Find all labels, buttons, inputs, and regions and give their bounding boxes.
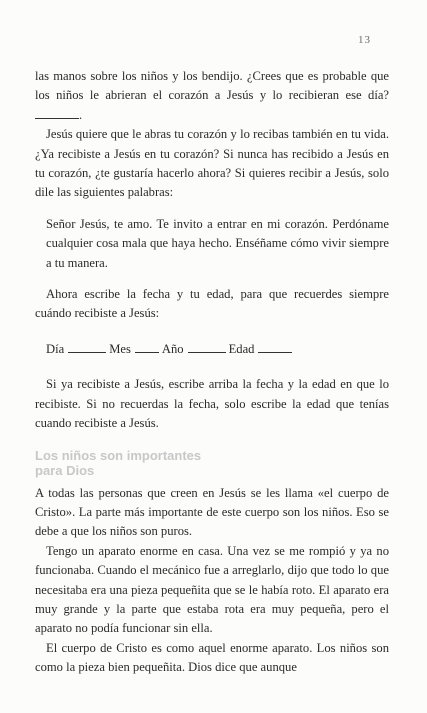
page-number: 13 <box>358 34 371 46</box>
paragraph-6: Tengo un aparato enorme en casa. Una vez se me rompió y ya no funcionaba. Cuando el mecánico fue a arreglarlo, dijo que todo lo que necesitaba era una pieza pequeñita que se le había roto. El aparato era muy grande y la parte que estaba rota era muy pequeña, pero el aparato no podía funcionar sin ella. <box>35 543 389 636</box>
section-heading-line-2: para Dios <box>35 462 95 478</box>
month-blank <box>135 351 159 353</box>
paragraph-5: A todas las personas que creen en Jesús se les llama «el cuerpo de Cristo». La parte más importante de este cuerpo son los niños. Eso se debe a que los niños son puros. <box>35 485 389 539</box>
year-label: Año <box>161 341 184 356</box>
paragraph-1-text: las manos sobre los niños y los bendijo. ¿Crees que es probable que los niños le abrieran el corazón a Jesús y lo recibieran ese día? <box>35 69 389 103</box>
day-blank <box>68 351 106 353</box>
paragraph-4: Si ya recibiste a Jesús, escribe arriba la fecha y la edad en que lo recibiste. Si no recuerdas la fecha, solo escribe la edad que tenías cuando recibiste a Jesús. <box>35 377 389 431</box>
prayer-text: Señor Jesús, te amo. Te invito a entrar en mi corazón. Perdóname cualquier cosa mala que haya hecho. Enséñame cómo vivir siempre a tu manera. <box>46 216 389 270</box>
date-entry-line <box>35 340 389 359</box>
month-label: Mes <box>109 341 131 356</box>
age-label: Edad <box>228 341 255 356</box>
section-heading-line-1: Los niños son importantes <box>35 447 202 463</box>
section-heading <box>35 448 389 478</box>
paragraph-1-end: . <box>79 107 83 122</box>
paragraph-1 <box>35 67 389 125</box>
day-label: Día <box>46 341 65 356</box>
age-blank <box>258 351 292 353</box>
paragraph-2: Jesús quiere que le abras tu corazón y lo recibas también en tu vida. ¿Ya recibiste a Jesús en tu corazón? Si nunca has recibido a Jesús en tu corazón, ¿te gustaría hacerlo ahora? Si quieres recibir a Jesús, solo dile las siguientes palabras: <box>35 127 389 200</box>
paragraph-3: Ahora escribe la fecha y tu edad, para que recuerdes siempre cuándo recibiste a Jesús: <box>35 287 389 321</box>
answer-blank <box>35 117 79 119</box>
page-body <box>35 67 389 678</box>
year-blank <box>188 351 226 353</box>
paragraph-7: El cuerpo de Cristo es como aquel enorme aparato. Los niños son como la pieza bien pequeñita. Dios dice que aunque <box>35 640 389 675</box>
